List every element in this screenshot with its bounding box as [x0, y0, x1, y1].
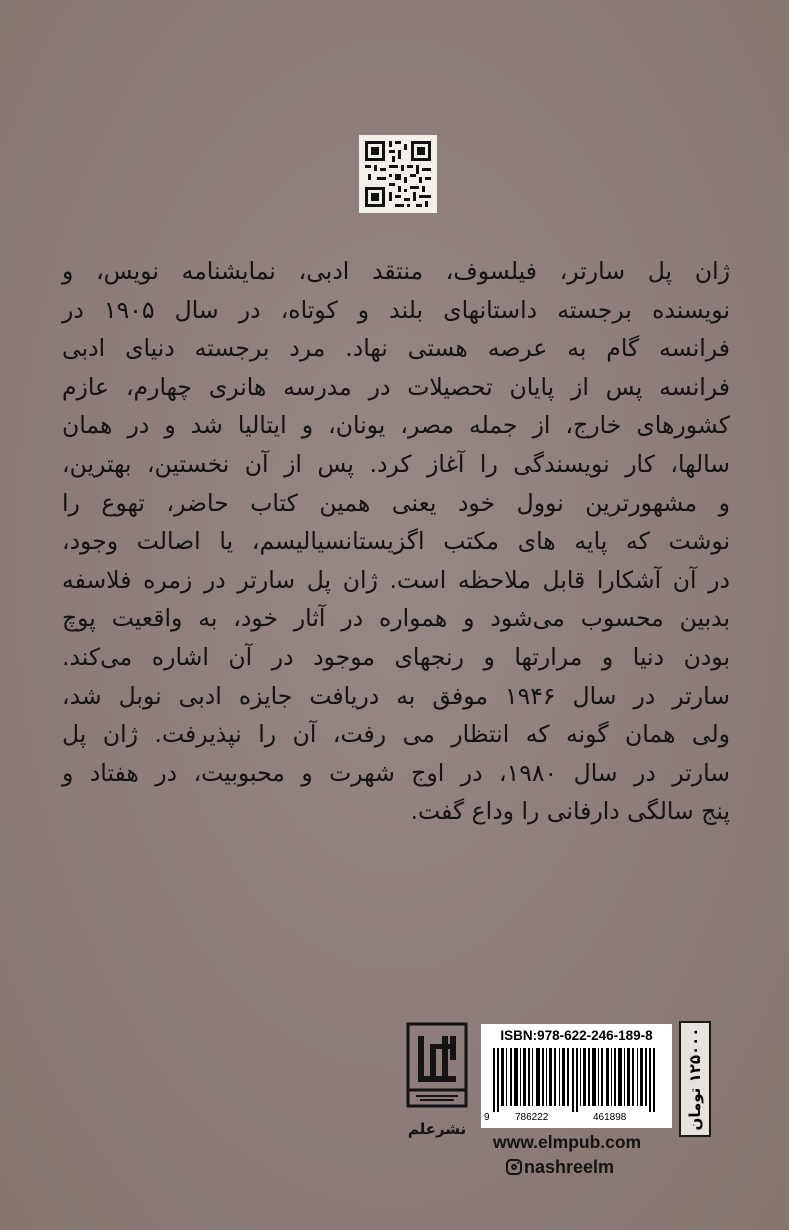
- price-label: [679, 1021, 711, 1137]
- qr-code-graphic: [359, 135, 437, 213]
- description-line: سارتر در سال ۱۹۴۶ موفق به دریافت جایزه ادبی نوبل شد،: [62, 681, 730, 710]
- publisher-name: نشرعلم: [407, 1120, 467, 1138]
- description-line: پنج سالگی دارفانی را وداع گفت.: [410, 797, 730, 826]
- description-line: سارتر در سال ۱۹۸۰، در اوج شهرت و محبوبیت، در هفتاد و: [62, 758, 731, 787]
- isbn-number: ISBN:978-622-246-189-8: [500, 1028, 653, 1043]
- description-line: ولی همان گونه که انتظار می رفت، آن را نپذیرفت. ژان پل: [62, 720, 730, 749]
- description-line: ژان پل سارتر، فیلسوف، منتقد ادبی، نمایشنامه نویس، و: [62, 257, 730, 285]
- description-line: فرانسه پس از پایان تحصیلات در مدرسه هانری چهارم، عازم: [62, 372, 730, 401]
- description-line: نوشت که پایه های مکتب اگزیستانسیالیسم، یا اصالت وجود،: [62, 527, 730, 556]
- description-line: در آن آشکارا قابل ملاحظه است. ژان پل سارتر در زمره فلاسفه: [62, 565, 730, 594]
- publisher-website[interactable]: www.elmpub.com: [493, 1132, 642, 1152]
- barcode-digits-group2: 461898: [593, 1112, 627, 1123]
- instagram-handle: nashreelm: [524, 1156, 615, 1177]
- publisher-instagram[interactable]: [506, 1155, 614, 1179]
- price-text: ۱۲۵۰۰۰ تومان: [686, 1027, 704, 1131]
- barcode-digits: [481, 1112, 672, 1126]
- qr-code-icon[interactable]: [359, 135, 437, 213]
- instagram-icon: [506, 1159, 522, 1175]
- description-line: سالها، کار نویسندگی را آغاز کرد. پس از آن نخستین، بهترین،: [62, 449, 730, 478]
- description-line: و مشهورترین نوول خود یعنی همین کتاب حاضر، تهوع را: [62, 488, 730, 517]
- description-line: بودن دنیا و مرارتها و رنجهای موجود در آن اشاره می‌کند.: [62, 642, 730, 671]
- description-line: کشورهای خارج، از جمله مصر، یونان، و ایتالیا شد و در همان: [62, 411, 730, 440]
- barcode-digits-group1: 786222: [515, 1112, 549, 1123]
- isbn-barcode: [481, 1024, 672, 1128]
- publisher-logo-graphic: [404, 1020, 470, 1120]
- barcode-digit-lead: 9: [484, 1112, 490, 1123]
- description-line: بدبین محسوب می‌شود و همواره در آثار خود، به واقعیت پوچ: [62, 604, 730, 633]
- barcode-bars: [493, 1048, 660, 1112]
- description-line: نویسنده برجسته داستانهای بلند و کوتاه، در سال ۱۹۰۵ در: [62, 295, 730, 324]
- book-description: [62, 252, 730, 831]
- description-line: فرانسه گام به عرصه هستی نهاد. مرد برجسته دنیای ادبی: [62, 334, 730, 363]
